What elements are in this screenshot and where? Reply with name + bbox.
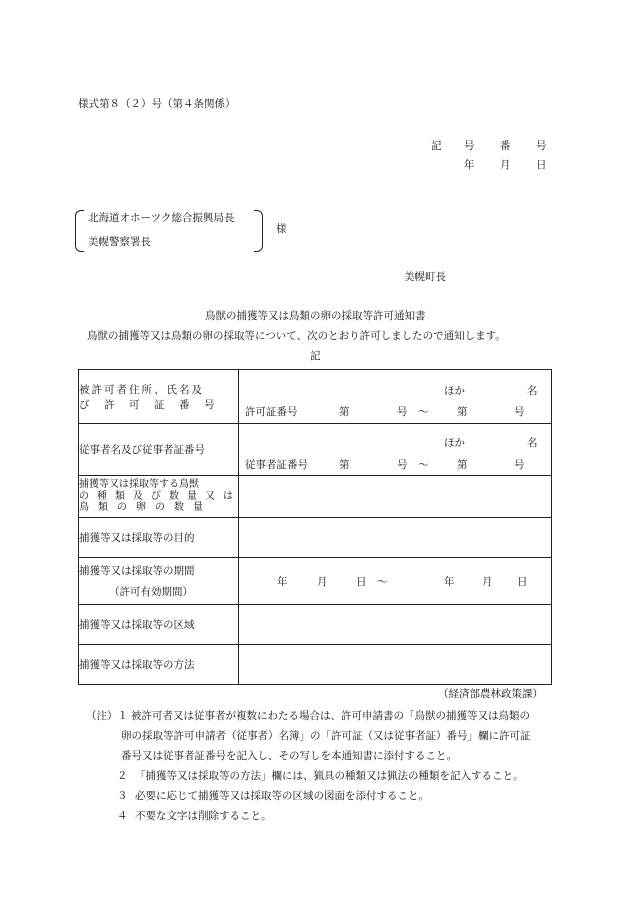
- row5-label-line2: （許可有効期間）: [109, 586, 193, 598]
- table-row: [79, 645, 552, 685]
- row3-label-line3: 鳥 類 の 卵 の 数 量: [79, 502, 203, 514]
- day-label: 日: [536, 159, 547, 171]
- row1-label: [79, 370, 239, 424]
- row1-value[interactable]: [239, 370, 552, 424]
- gou-2: 号: [514, 459, 525, 471]
- year-label: 年: [464, 159, 475, 171]
- gou-char-2: 号: [536, 140, 547, 152]
- period-day-2: 日: [517, 576, 528, 588]
- row4-label: 捕獲等又は採取等の目的: [79, 518, 239, 558]
- row1-label-line1: 被許可者住所、氏名及: [79, 383, 204, 396]
- worker-cert-label: 従事者証番号: [245, 459, 308, 471]
- dai-2: 第: [457, 459, 468, 471]
- dai-1: 第: [339, 406, 350, 418]
- ki-char: 記: [431, 140, 442, 152]
- dai-1: 第: [339, 459, 350, 471]
- department: （経済部農林政策課）: [438, 688, 543, 700]
- row6-label: 捕獲等又は採取等の区域: [79, 605, 239, 645]
- row7-label: 捕獲等又は採取等の方法: [79, 645, 239, 685]
- table-row: [79, 370, 552, 424]
- table-row: [79, 476, 552, 518]
- month-label: 月: [500, 159, 511, 171]
- period-month-2: 月: [482, 576, 493, 588]
- period-day-1: 日 ～: [356, 576, 388, 588]
- document-title: 鳥獣の捕獲等又は鳥類の卵の採取等許可通知書: [205, 310, 426, 322]
- hoka-label: ほか: [444, 385, 465, 397]
- gou-range: 号 ～: [397, 459, 429, 471]
- period-year-2: 年: [444, 576, 455, 588]
- mei-label: 名: [527, 437, 538, 449]
- note-1-line2: 卵の採取等許可申請者（従事者）名簿」の「許可証（又は従事者証）番号」欄に許可証: [121, 730, 531, 742]
- note-1-line1: 被許可者又は従事者が複数にわたる場合は、許可申請書の「鳥獣の捕獲等又は鳥類の: [131, 710, 530, 722]
- row3-value[interactable]: [239, 476, 552, 518]
- row2-value[interactable]: [239, 424, 552, 476]
- left-bracket: [75, 210, 84, 252]
- period-year-1: 年: [277, 576, 288, 588]
- ban-char: 番: [500, 140, 511, 152]
- row5-value[interactable]: [239, 558, 552, 605]
- cert-number-label: 許可証番号: [245, 406, 298, 418]
- row5-label: [79, 558, 239, 605]
- note-1-line3: 番号又は従事者証番号を記入し、その写しを本通知書に添付すること。: [121, 750, 457, 762]
- row7-value[interactable]: [239, 645, 552, 685]
- hoka-label: ほか: [444, 437, 465, 449]
- recipient-2: 美幌警察署長: [88, 236, 151, 248]
- row2-label: 従事者名及び従事者証番号: [79, 424, 239, 476]
- note-3: 必要に応じて捕獲等又は採取等の区域の図面を添付すること。: [135, 790, 429, 802]
- right-bracket: [254, 210, 263, 252]
- mei-label: 名: [527, 385, 538, 397]
- row5-label-line1: 捕獲等又は採取等の期間: [79, 565, 195, 577]
- period-month-1: 月: [317, 576, 328, 588]
- form-number: 様式第８（２）号（第４条関係）: [78, 98, 236, 110]
- recipient-1: 北海道オホーツク総合振興局長: [88, 212, 235, 224]
- row1-label-line2: び 許 可 証 番 号: [79, 398, 217, 411]
- note-3-number: ３: [117, 790, 128, 802]
- note-4-number: ４: [117, 810, 128, 822]
- row3-label: [79, 476, 239, 518]
- table-row: [79, 518, 552, 558]
- table-row: [79, 605, 552, 645]
- dai-2: 第: [457, 406, 468, 418]
- gou-2: 号: [514, 406, 525, 418]
- intro-text: 鳥獣の捕獲等又は鳥類の卵の採取等について、次のとおり許可しましたので通知します。: [87, 330, 506, 342]
- sender: 美幌町長: [404, 271, 446, 283]
- table-row: [79, 558, 552, 605]
- note-4: 不要な文字は削除すること。: [135, 810, 272, 822]
- table-row: [79, 424, 552, 476]
- gou-range: 号 ～: [397, 406, 429, 418]
- ki-center: 記: [310, 350, 321, 362]
- notes-prefix: （注）１: [86, 710, 128, 722]
- note-2-number: ２: [117, 770, 128, 782]
- row3-label-line2: の 種 類 及 び 数 量 又 は: [79, 490, 232, 502]
- permit-table: [78, 369, 552, 685]
- row6-value[interactable]: [239, 605, 552, 645]
- row3-label-line1: 捕獲等又は採取等する鳥獣: [79, 479, 199, 491]
- row4-value[interactable]: [239, 518, 552, 558]
- honorific: 様: [276, 223, 287, 235]
- gou-char: 号: [464, 140, 475, 152]
- note-2: 「捕獲等又は採取等の方法」欄には、猟具の種類又は猟法の種類を記入すること。: [135, 770, 524, 782]
